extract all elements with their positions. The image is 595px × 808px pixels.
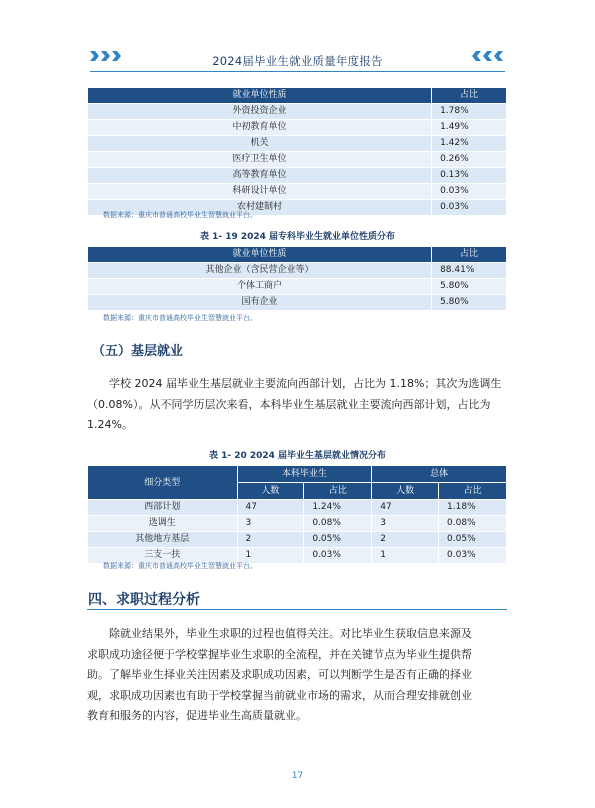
section-divider bbox=[87, 609, 507, 610]
section-paragraph bbox=[87, 374, 507, 436]
table-cell: 0.13% bbox=[432, 168, 507, 184]
table-cell: 2 bbox=[237, 532, 304, 548]
header-divider bbox=[90, 71, 505, 72]
section-heading: 四、求职过程分析 bbox=[88, 592, 200, 608]
table-cell: 47 bbox=[372, 500, 439, 516]
paragraph-line: 学校 2024 届毕业生基层就业主要流向西部计划，占比为 1.18%；其次为选调生 bbox=[109, 377, 502, 390]
table-cell: 0.03% bbox=[432, 200, 507, 216]
table-cell: 3 bbox=[237, 516, 304, 532]
table-cell: 个体工商户 bbox=[88, 279, 432, 295]
page-number: 17 bbox=[291, 771, 304, 781]
table-cell: 0.26% bbox=[432, 152, 507, 168]
table-cell: 国有企业 bbox=[88, 295, 432, 311]
table-row bbox=[88, 104, 507, 120]
paragraph-line: 观，求职成功因素也有助于学校掌握当前就业市场的需求，从而合理安排就创业 bbox=[87, 688, 472, 702]
table-header: 细分类型 bbox=[88, 466, 238, 500]
table-source-note: 数据来源：重庆市普通高校毕业生智慧就业平台。 bbox=[103, 562, 257, 570]
table-cell: 0.08% bbox=[304, 516, 372, 532]
table-row bbox=[88, 500, 507, 516]
table-cell: 高等教育单位 bbox=[88, 168, 432, 184]
table-caption: 表 1- 20 2024 届毕业生基层就业情况分布 bbox=[208, 451, 387, 461]
table-row bbox=[88, 532, 507, 548]
table-row bbox=[88, 120, 507, 136]
paragraph-line: 除就业结果外，毕业生求职的过程也值得关注。对比毕业生获取信息来源及 bbox=[109, 627, 472, 640]
table-subheader: 占比 bbox=[439, 483, 507, 500]
table-cell: 0.05% bbox=[439, 532, 507, 548]
grassroots-employment-table bbox=[87, 465, 507, 564]
table-cell: 1.42% bbox=[432, 136, 507, 152]
section-heading: （五）基层就业 bbox=[92, 344, 184, 359]
table-subheader: 人数 bbox=[237, 483, 304, 500]
table-row bbox=[88, 295, 507, 311]
employer-type-table bbox=[87, 87, 507, 216]
table-cell: 外资投资企业 bbox=[88, 104, 432, 120]
table-row bbox=[88, 184, 507, 200]
table-cell: 1.18% bbox=[439, 500, 507, 516]
table-row bbox=[88, 263, 507, 279]
table-cell: 0.03% bbox=[439, 548, 507, 564]
table-header-group: 本科毕业生 bbox=[237, 466, 372, 483]
table-subheader: 人数 bbox=[372, 483, 439, 500]
report-header-title: 2024届毕业生就业质量年度报告 bbox=[212, 54, 383, 68]
table-cell: 医疗卫生单位 bbox=[88, 152, 432, 168]
table-cell: 西部计划 bbox=[88, 500, 238, 516]
table-header: 占比 bbox=[432, 247, 507, 263]
table-cell: 0.03% bbox=[432, 184, 507, 200]
table-cell: 科研设计单位 bbox=[88, 184, 432, 200]
table-cell: 中初教育单位 bbox=[88, 120, 432, 136]
table-subheader: 占比 bbox=[304, 483, 372, 500]
paragraph-line: 1.24%。 bbox=[87, 418, 133, 431]
table-cell: 1.24% bbox=[304, 500, 372, 516]
table-header: 占比 bbox=[432, 88, 507, 104]
table-header-group: 总体 bbox=[372, 466, 507, 483]
table-cell: 47 bbox=[237, 500, 304, 516]
table-row bbox=[88, 168, 507, 184]
table-cell: 3 bbox=[372, 516, 439, 532]
paragraph-line: 教育和服务的内容，促进毕业生高质量就业。 bbox=[87, 709, 307, 722]
table-row bbox=[88, 516, 507, 532]
table-caption: 表 1- 19 2024 届专科毕业生就业单位性质分布 bbox=[199, 232, 396, 242]
table-source-note: 数据来源：重庆市普通高校毕业生智慧就业平台。 bbox=[103, 211, 257, 219]
table-cell: 三支一扶 bbox=[88, 548, 238, 564]
section-paragraph bbox=[87, 624, 507, 727]
table-cell: 1.78% bbox=[432, 104, 507, 120]
table-cell: 2 bbox=[372, 532, 439, 548]
table-cell: 选调生 bbox=[88, 516, 238, 532]
table-header: 就业单位性质 bbox=[88, 247, 432, 263]
table-cell: 0.03% bbox=[304, 548, 372, 564]
table-cell: 88.41% bbox=[432, 263, 507, 279]
table-cell: 其他地方基层 bbox=[88, 532, 238, 548]
table-header: 就业单位性质 bbox=[88, 88, 432, 104]
paragraph-line: 求职成功途径便于学校掌握毕业生求职的全流程，并在关键节点为毕业生提供帮 bbox=[87, 647, 472, 661]
table-cell: 0.05% bbox=[304, 532, 372, 548]
table-cell: 1 bbox=[372, 548, 439, 564]
vocational-employer-type-table bbox=[87, 246, 507, 311]
table-cell: 1.49% bbox=[432, 120, 507, 136]
table-cell: 5.80% bbox=[432, 279, 507, 295]
table-cell: 0.08% bbox=[439, 516, 507, 532]
table-cell: 机关 bbox=[88, 136, 432, 152]
table-source-note: 数据来源：重庆市普通高校毕业生智慧就业平台。 bbox=[103, 314, 257, 322]
table-cell: 农村建制村 bbox=[88, 200, 432, 216]
paragraph-line: （0.08%）。从不同学历层次来看，本科毕业生基层就业主要流向西部计划，占比为 bbox=[87, 397, 491, 411]
table-row bbox=[88, 136, 507, 152]
table-row bbox=[88, 279, 507, 295]
paragraph-line: 助。了解毕业生择业关注因素及求职成功因素，可以判断学生是否有正确的择业 bbox=[87, 668, 472, 681]
table-cell: 5.80% bbox=[432, 295, 507, 311]
table-cell: 1 bbox=[237, 548, 304, 564]
table-row bbox=[88, 152, 507, 168]
header-chevron-right-icon bbox=[472, 51, 503, 61]
table-cell: 其他企业（含民营企业等） bbox=[88, 263, 432, 279]
